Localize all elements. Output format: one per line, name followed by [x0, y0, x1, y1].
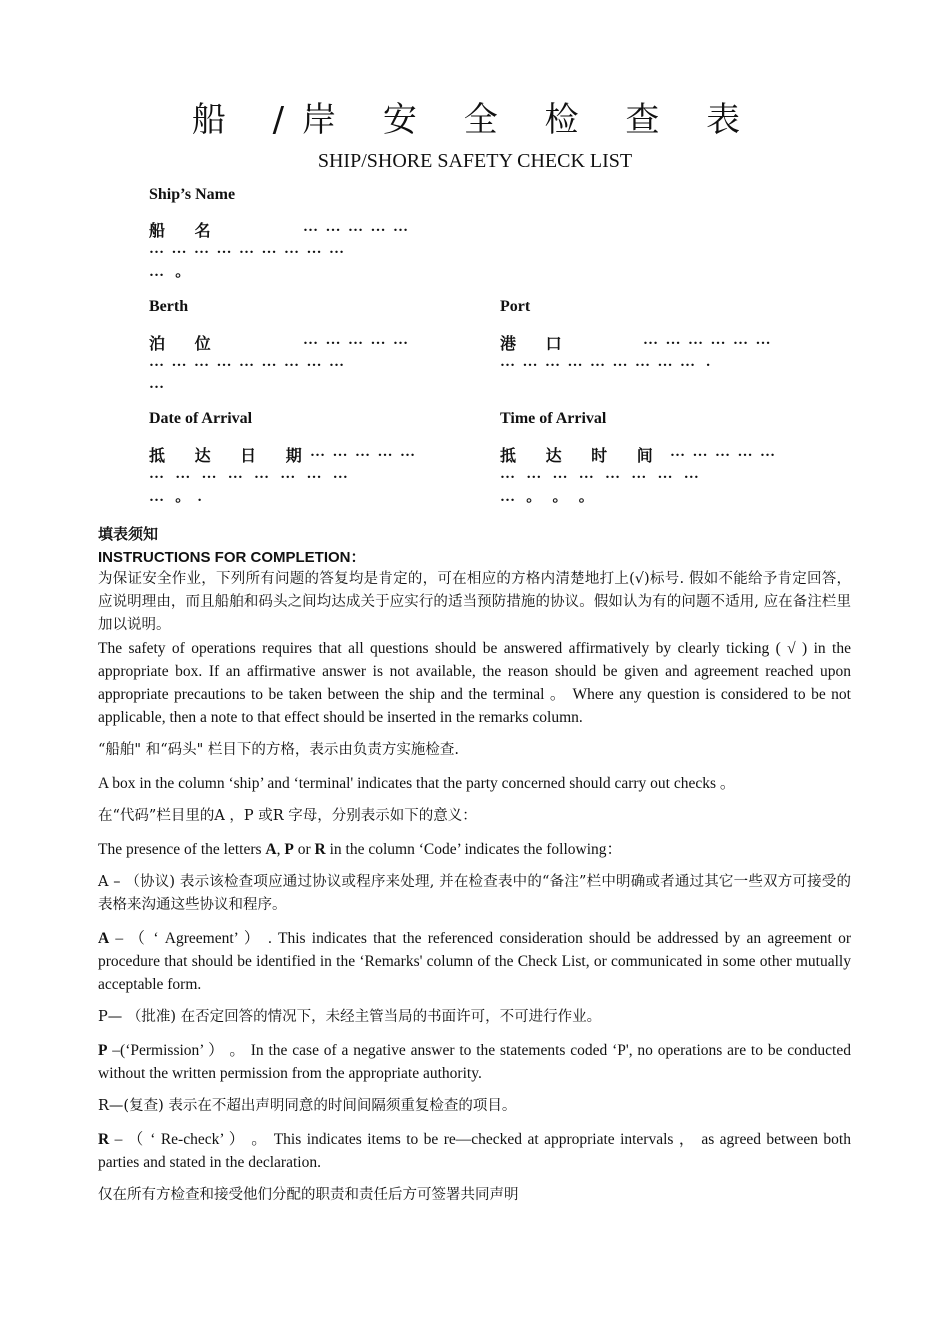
code-a-text: – （ ‘ Agreement’ ） . This indicates that the referenced consideration should be addressed by an agreement or procedure that should be identified in the ‘Remarks' column of the Check List, or communicated in some other mutually acceptable form. — [98, 930, 851, 993]
date-of-arrival-field-line2[interactable]: … … … … … … … … — [149, 466, 348, 482]
p3-text-c: , — [276, 841, 285, 858]
instructions-heading-cn: 填表须知 — [98, 525, 159, 543]
page-title-en: SHIP/SHORE SAFETY CHECK LIST — [317, 150, 633, 172]
instructions-paragraph-2-cn: “船舶" 和“码头" 栏目下的方格，表示由负责方实施检查. — [98, 742, 459, 758]
berth-label-en: Berth — [149, 298, 189, 315]
code-r-description-cn: R—(复查) 表示在不超出声明同意的时间间隔须重复检查的项目。 — [98, 1098, 517, 1114]
time-of-arrival-field-line1[interactable]: … … … … … — [670, 444, 775, 460]
code-r-label: R — [98, 1131, 110, 1148]
berth-field-line1[interactable]: … … … … … — [303, 332, 408, 348]
instructions-paragraph-1-cn: 为保证安全作业，下列所有问题的答复均是肯定的，可在相应的方格内清楚地打上(√)标号. 假如不能给予肯定回答，应说明理由，而且船舶和码头之间均达成关于应实行的适当预防措施的协议。假如认为有的问题不适用, 应在备注栏里加以说明。 — [98, 571, 851, 633]
ship-name-label-en: Ship’s Name — [149, 186, 236, 203]
berth-field-line3[interactable]: … — [149, 376, 164, 392]
ship-name-field-line3[interactable]: … 。 — [149, 264, 191, 280]
code-p-letter: P — [284, 841, 294, 858]
p3-text-e: or — [293, 841, 315, 858]
code-a-description-cn: A – （协议) 表示该检查项应通过协议或程序来处理, 并在检查表中的“备注”栏中明确或者通过其它一些双方可接受的表格来沟通这些协议和程序。 — [98, 874, 851, 913]
code-a-description-en — [98, 927, 851, 996]
instructions-paragraph-3-cn: 在“代码”栏目里的A ，P 或R 字母，分别表示如下的意义： — [98, 808, 477, 824]
code-r-letter: R — [314, 841, 326, 858]
port-label-cn: 港 口 — [500, 334, 574, 353]
page-title-cn: 船 /岸 安 全 检 查 表 — [191, 100, 759, 140]
instructions-paragraph-3-en — [98, 838, 851, 861]
code-p-label: P — [98, 1042, 108, 1059]
code-a-letter: A — [265, 841, 277, 858]
time-of-arrival-field-line3[interactable]: … 。 。 。 — [500, 489, 594, 505]
instructions-paragraph-1-en: The safety of operations requires that all questions should be answered affirmatively by clearly ticking ( √ ) in the appropriate box. If an affirmative answer is not available, the reason should be given and agreement reached upon appropriate precautions to be taken between the ship and the terminal 。 Where any question is considered to be not applicable, then a note to that effect should be inserted in the remarks column. — [98, 640, 851, 726]
code-p-text: –(‘Permission’ ） 。 In the case of a negative answer to the statements coded ‘P', no operations are to be conducted without the written permission from the appropriate authority. — [98, 1042, 851, 1082]
code-r-description-en — [98, 1128, 851, 1174]
date-of-arrival-field-line1[interactable]: … … … … … — [310, 444, 415, 460]
ship-name-field-line1[interactable]: … … … … … — [303, 219, 408, 235]
p3-text-g: in the column ‘Code’ indicates the following： — [325, 841, 623, 858]
date-of-arrival-field-line3[interactable]: … 。 . — [149, 489, 202, 505]
ship-name-field-line2[interactable]: … … … … … … … … … — [149, 241, 344, 257]
time-of-arrival-label-cn: 抵 达 时 间 — [500, 446, 665, 465]
time-of-arrival-label-en: Time of Arrival — [500, 410, 607, 427]
p3-text-a: The presence of the letters — [98, 841, 266, 858]
date-of-arrival-label-cn: 抵 达 日 期 — [149, 446, 314, 465]
code-a-label: A — [98, 930, 110, 947]
code-p-description-cn: P— （批准) 在否定回答的情况下，未经主管当局的书面许可，不可进行作业。 — [98, 1009, 602, 1025]
instructions-paragraph-2-en: A box in the column ‘ship’ and ‘terminal' indicates that the party concerned should carry out checks 。 — [98, 775, 736, 792]
code-r-text: – （ ‘ Re-check’ ） 。 This indicates items to be re—checked at appropriate intervals ， as agreed between both parties and stated in the declaration. — [98, 1131, 851, 1171]
berth-label-cn: 泊 位 — [149, 334, 223, 353]
port-field-line2[interactable]: … … … … … … … … … . — [500, 354, 710, 370]
port-label-en: Port — [500, 298, 531, 315]
berth-field-line2[interactable]: … … … … … … … … … — [149, 354, 344, 370]
time-of-arrival-field-line2[interactable]: … … … … … … … … — [500, 466, 699, 482]
instructions-heading-en: INSTRUCTIONS FOR COMPLETION： — [98, 549, 366, 566]
ship-name-label-cn: 船 名 — [149, 221, 223, 240]
date-of-arrival-label-en: Date of Arrival — [149, 410, 253, 427]
declaration-note-cn: 仅在所有方检查和接受他们分配的职责和责任后方可签署共同声明 — [98, 1187, 519, 1203]
code-p-description-en — [98, 1039, 851, 1085]
port-field-line1[interactable]: … … … … … … — [643, 332, 771, 348]
